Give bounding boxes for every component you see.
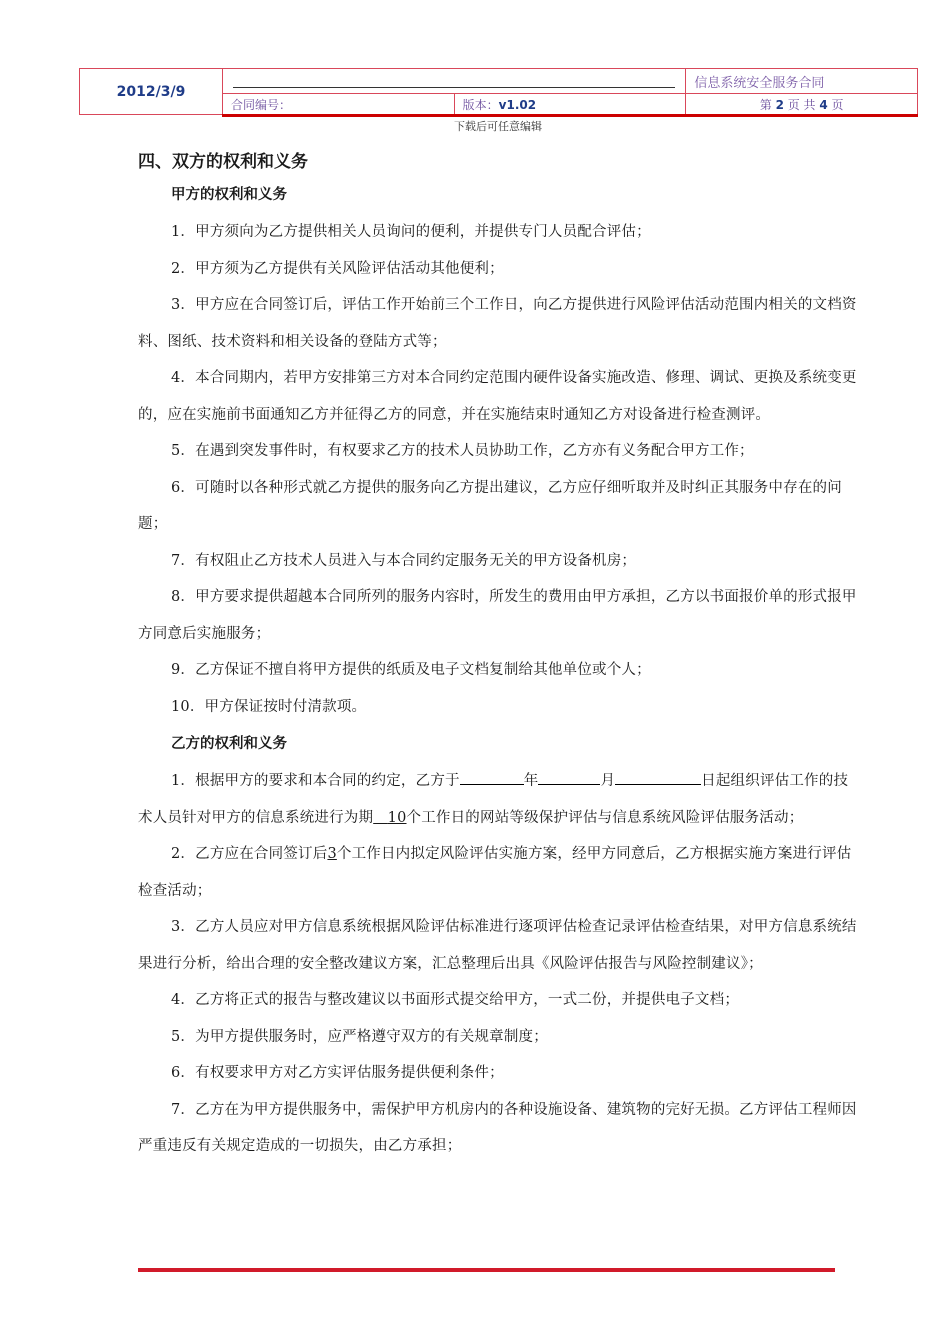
party-a-heading: 甲方的权利和义务 [171,187,287,203]
party-b-item: 5．为甲方提供服务时，应严格遵守双方的有关规章制度； [171,1028,548,1045]
party-a-item: 2．甲方须为乙方提供有关风险评估活动其他便利； [171,260,504,277]
party-a-item: 9．乙方保证不擅自将甲方提供的纸质及电子文档复制给其他单位或个人； [171,662,651,678]
party-a-item: 1．甲方须向为乙方提供相关人员询问的便利，并提供专门人员配合评估； [171,224,651,240]
party-a-item: 4．本合同期内，若甲方安排第三方对本合同约定范围内硬件设备实施改造、修理、调试、更换及系统变更的，应在实施前书面通知乙方并征得乙方的同意，并在实施结束时通知乙方对设备进行检查测评。 [138,370,857,423]
footer-rule [138,1268,835,1272]
plan-days: 3 [327,846,337,862]
party-a-item: 3．甲方应在合同签订后，评估工作开始前三个工作日，向乙方提供进行风险评估活动范围内相关的文档资料、图纸、技术资料和相关设备的登陆方式等； [138,297,857,350]
document-body [138,148,858,1165]
party-a-item: 6．可随时以各种形式就乙方提供的服务向乙方提出建议，乙方应仔细听取并及时纠正其服务中存在的问题； [138,479,842,532]
party-b-item: 1．根据甲方的要求和本合同的约定，乙方于 年 月 日起组织评估工作的技术人员针对甲方的信息系统进行为期 10个工作日的网站等级保护评估与信息系统风险评估服务活动； [138,763,858,836]
party-a-item: 5．在遇到突发事件时，有权要求乙方的技术人员协助工作，乙方亦有义务配合甲方工作； [171,443,754,459]
page-header [79,68,918,114]
party-a-item: 8．甲方要求提供超越本合同所列的服务内容时，所发生的费用由甲方承担，乙方以书面报价单的形式报甲方同意后实施服务； [138,589,857,642]
year-blank [460,770,524,785]
party-b-item: 2．乙方应在合同签订后3个工作日内拟定风险评估实施方案，经甲方同意后，乙方根据实施方案进行评估检查活动； [138,846,852,899]
party-a-item: 7．有权阻止乙方技术人员进入与本合同约定服务无关的甲方设备机房； [171,552,637,569]
header-rule [222,114,918,117]
header-table [79,68,918,115]
header-date: 2012/3/9 [80,69,223,115]
version-info: 版本：v1.02 [454,94,686,115]
service-days: 10 [387,809,407,826]
month-blank [538,770,600,785]
party-a-item: 10．甲方保证按时付清款项。 [171,698,367,715]
party-b-item: 3．乙方人员应对甲方信息系统根据风险评估标准进行逐项评估检查记录评估检查结果，对甲方信息系统结果进行分析，给出合理的安全整改建议方案，汇总整理后出具《风险评估报告与风险控制建议》； [138,919,857,972]
party-b-item: 7．乙方在为甲方提供服务中，需保护甲方机房内的各种设施设备、建筑物的完好无损。乙方评估工程师因严重违反有关规定造成的一切损失，由乙方承担； [138,1101,857,1154]
party-b-item: 4．乙方将正式的报告与整改建议以书面形式提交给甲方，一式二份，并提供电子文档； [171,992,740,1008]
party-b-heading: 乙方的权利和义务 [171,736,287,752]
download-note: 下载后可任意编辑 [454,120,542,133]
contract-number: 合同编号： [223,94,455,115]
header-doc-title: 信息系统安全服务合同 [686,69,918,94]
day-blank [615,770,701,785]
header-title-line [223,69,686,94]
page-number: 第 2 页 共 4 页 [686,94,918,115]
section-heading: 四、双方的权利和义务 [138,152,308,172]
party-b-item: 6．有权要求甲方对乙方实评估服务提供便利条件； [171,1065,504,1081]
